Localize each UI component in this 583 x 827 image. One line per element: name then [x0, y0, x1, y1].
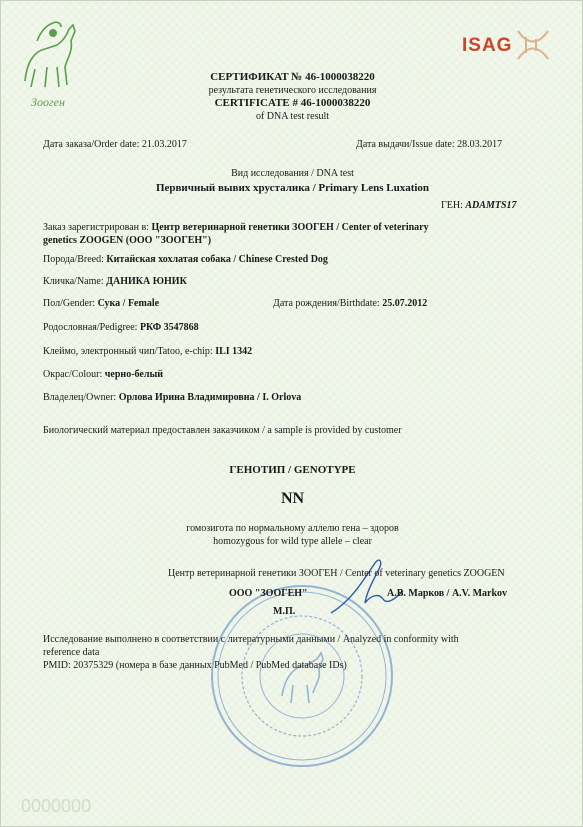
order-date: Дата заказа/Order date: 21.03.2017 — [43, 139, 187, 150]
gender-value: Сука / Female — [97, 298, 160, 309]
genotype-value: NN — [280, 490, 305, 507]
analyzed-line2: reference data — [43, 647, 100, 658]
footer-center: Центр ветеринарной генетики ЗООГЕН / Center of veterinary genetics ZOOGEN — [168, 568, 505, 579]
dna-helix-icon — [456, 25, 566, 65]
signature-mark — [321, 551, 411, 621]
tatoo-value: ILI 1342 — [215, 346, 253, 357]
colour-value: черно-белый — [104, 369, 164, 380]
owner-row — [43, 392, 301, 403]
logo-left-text: Зооген — [31, 95, 65, 109]
subtitle-ru: результата генетического исследования — [208, 85, 377, 96]
pmid: PMID: 20375329 (номера в базе данных PubMed / PubMed database IDs) — [43, 660, 347, 671]
pedigree-value: РКФ 3547868 — [139, 322, 199, 333]
owner-value: Орлова Ирина Владимировна / I. Orlova — [118, 392, 302, 403]
pedigree-row — [43, 322, 199, 333]
analyzed-line1: Исследование выполнено в соответствии с литературными данными / Analyzed in conformity with — [43, 634, 459, 645]
serial-number: 0000000 — [21, 796, 92, 816]
birthdate-label: Дата рождения/Birthdate: — [273, 298, 380, 309]
genotype-heading: ГЕНОТИП / GENOTYPE — [229, 464, 356, 476]
tatoo-label: Клеймо, электронный чип/Tatoo, e-chip: — [43, 346, 213, 357]
signature-icon — [321, 551, 411, 621]
registered-value-1: Центр ветеринарной генетики ЗООГЕН / Center of veterinary — [151, 222, 429, 233]
footer-mp: М.П. — [273, 606, 296, 617]
sample-note: Биологический материал предоставлен заказчиком / a sample is provided by customer — [43, 425, 402, 436]
gene — [441, 200, 517, 211]
genotype-desc-ru: гомозигота по нормальному аллелю гена – здоров — [186, 523, 399, 534]
registered-line1 — [43, 222, 429, 233]
test-name: Первичный вывих хрусталика / Primary Lens Luxation — [155, 182, 430, 194]
title-en: CERTIFICATE # 46-1000038220 — [214, 97, 371, 109]
name-row — [43, 276, 187, 287]
genotype-desc-en: homozygous for wild type allele – clear — [213, 536, 372, 547]
gender-label: Пол/Gender: — [43, 298, 96, 309]
tatoo-row — [43, 346, 252, 357]
registered-label: Заказ зарегистрирован в: — [43, 222, 149, 233]
isag-logo — [456, 25, 566, 65]
footer-org: ООО "ЗООГЕН" — [229, 588, 308, 599]
name-label: Кличка/Name: — [43, 276, 104, 287]
breed-row — [43, 254, 328, 265]
name-value: ДАНИКА ЮНИК — [106, 276, 187, 287]
birthdate-row — [273, 298, 427, 309]
zoogen-logo — [17, 11, 87, 111]
isag-text: ISAG — [462, 35, 513, 56]
birthdate-value: 25.07.2012 — [382, 298, 428, 309]
pedigree-label: Родословная/Pedigree: — [43, 322, 138, 333]
breed-value: Китайская хохлатая собака / Chinese Crested Dog — [106, 254, 328, 265]
colour-label: Окрас/Colour: — [43, 369, 103, 380]
title-ru: СЕРТИФИКАТ № 46-1000038220 — [210, 71, 375, 83]
footer-signer: А.В. Марков / A.V. Markov — [387, 588, 508, 599]
gene-value: ADAMTS17 — [465, 200, 517, 211]
colour-row — [43, 369, 163, 380]
test-kind-label: Вид исследования / DNA test — [231, 168, 354, 179]
gene-label: ГЕН: — [441, 200, 463, 211]
subtitle-en: of DNA test result — [255, 111, 330, 122]
issue-date: Дата выдачи/Issue date: 28.03.2017 — [356, 139, 503, 150]
gender-row — [43, 298, 159, 309]
breed-label: Порода/Breed: — [43, 254, 104, 265]
registered-value-2: genetics ZOOGEN (ООО "ЗООГЕН") — [43, 235, 212, 246]
owner-label: Владелец/Owner: — [43, 392, 117, 403]
